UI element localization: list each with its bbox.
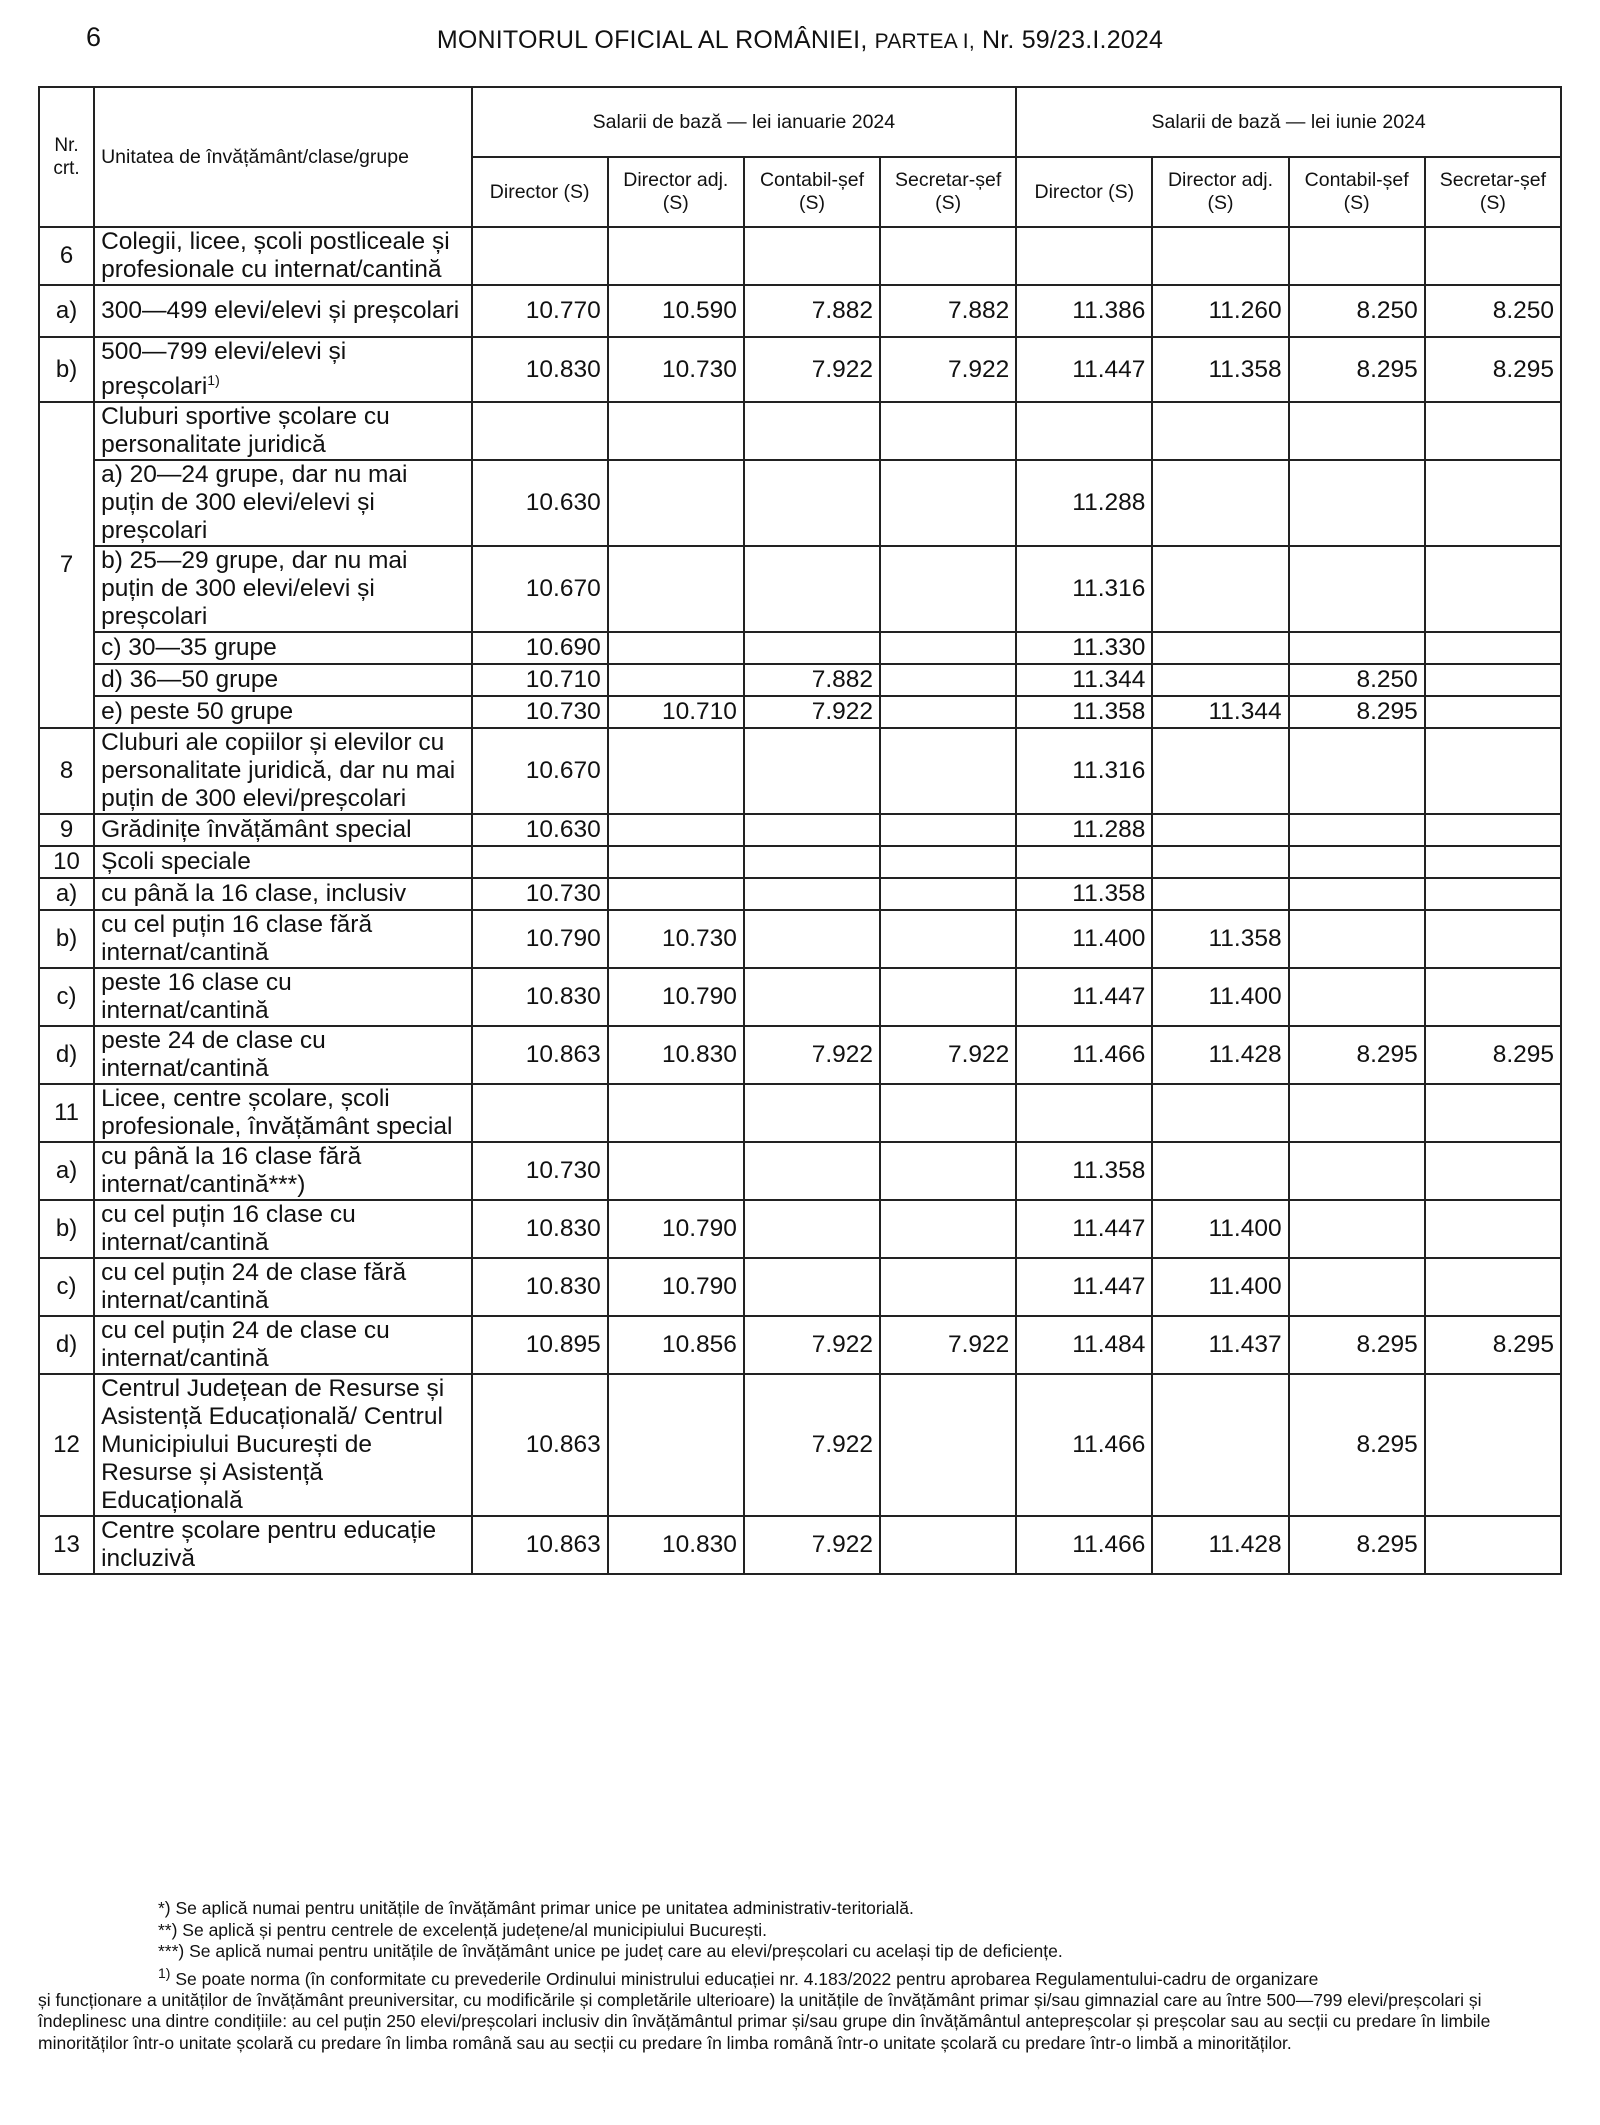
salary-cell: 11.400 xyxy=(1152,968,1288,1026)
unit-label: b) 25—29 grupe, dar nu mai puțin de 300 elevi/elevi și preșcolari xyxy=(101,547,408,631)
salary-cell xyxy=(880,1258,1016,1316)
row-number: c) xyxy=(39,968,94,1026)
table-row xyxy=(39,664,1561,696)
salary-cell xyxy=(1016,227,1152,285)
salary-cell xyxy=(472,227,608,285)
salary-cell xyxy=(1425,814,1561,846)
unit-label: 300—499 elevi/elevi și preșcolari xyxy=(101,297,460,324)
salary-cell xyxy=(880,910,1016,968)
salary-cell: 10.863 xyxy=(472,1516,608,1574)
salary-cell: 8.295 xyxy=(1425,1316,1561,1374)
row-number: 7 xyxy=(39,402,94,728)
salary-cell xyxy=(744,1084,880,1142)
row-number: 13 xyxy=(39,1516,94,1574)
unit-label: peste 24 de clase cu internat/cantină xyxy=(101,1027,326,1083)
salary-cell: 8.295 xyxy=(1289,1374,1425,1516)
salary-cell: 10.830 xyxy=(472,337,608,402)
salary-cell: 8.295 xyxy=(1289,1516,1425,1574)
salary-cell xyxy=(880,1516,1016,1574)
salary-cell: 11.437 xyxy=(1152,1316,1288,1374)
salary-cell xyxy=(608,402,744,460)
salary-cell: 7.922 xyxy=(744,1374,880,1516)
col-header-director-jun: Director (S) xyxy=(1016,157,1152,227)
salary-cell xyxy=(744,227,880,285)
salary-cell: 10.730 xyxy=(608,337,744,402)
salary-cell xyxy=(1425,664,1561,696)
salary-cell xyxy=(744,878,880,910)
salary-cell xyxy=(1289,402,1425,460)
salary-cell: 10.790 xyxy=(608,1200,744,1258)
unit-cell xyxy=(94,728,471,814)
salary-cell: 10.710 xyxy=(472,664,608,696)
table-row xyxy=(39,814,1561,846)
unit-cell xyxy=(94,1142,471,1200)
salary-cell: 10.830 xyxy=(472,1200,608,1258)
footnote-4 xyxy=(38,1963,1562,1990)
unit-label: Licee, centre școlare, școli profesionale, învățământ special xyxy=(101,1085,453,1141)
salary-cell: 11.344 xyxy=(1152,696,1288,728)
footnote-2: **) Se aplică și pentru centrele de excelență județene/al municipiului București. xyxy=(158,1919,767,1940)
salary-cell xyxy=(608,846,744,878)
footnote-ref: 1) xyxy=(207,372,220,388)
salary-cell xyxy=(1289,227,1425,285)
table-row xyxy=(39,1316,1561,1374)
unit-label: cu până la 16 clase, inclusiv xyxy=(101,880,407,908)
salary-cell: 11.400 xyxy=(1152,1258,1288,1316)
salary-cell: 7.882 xyxy=(744,664,880,696)
unit-cell xyxy=(94,227,471,285)
salary-cell: 11.466 xyxy=(1016,1026,1152,1084)
salary-cell xyxy=(1289,1084,1425,1142)
salary-cell xyxy=(1425,878,1561,910)
salary-cell xyxy=(744,814,880,846)
unit-label: Centrul Județean de Resurse și Asistență Educațională/ Centrul Municipiului București de Resurse și Asistență Educațională xyxy=(101,1375,445,1515)
salary-cell: 10.790 xyxy=(608,968,744,1026)
salary-cell xyxy=(1425,546,1561,632)
unit-label: cu cel puțin 24 de clase cu internat/cantină xyxy=(101,1317,390,1373)
salary-cell: 10.830 xyxy=(608,1516,744,1574)
row-number: b) xyxy=(39,337,94,402)
salary-cell xyxy=(1425,1516,1561,1574)
salary-cell: 11.447 xyxy=(1016,968,1152,1026)
unit-cell xyxy=(94,696,471,728)
salary-cell: 11.288 xyxy=(1016,460,1152,546)
row-number: d) xyxy=(39,1026,94,1084)
table-row xyxy=(39,878,1561,910)
salary-cell xyxy=(880,1084,1016,1142)
table-row xyxy=(39,402,1561,460)
salary-cell: 11.358 xyxy=(1152,337,1288,402)
table-row xyxy=(39,696,1561,728)
salary-cell: 8.250 xyxy=(1425,285,1561,337)
row-number: 8 xyxy=(39,728,94,814)
salary-cell: 11.386 xyxy=(1016,285,1152,337)
unit-label: 500—799 elevi/elevi și preșcolari xyxy=(101,338,347,401)
table-row xyxy=(39,632,1561,664)
unit-cell xyxy=(94,910,471,968)
salary-cell: 7.922 xyxy=(744,696,880,728)
salary-cell xyxy=(744,1200,880,1258)
salary-cell: 11.447 xyxy=(1016,1258,1152,1316)
salary-cell xyxy=(1152,1142,1288,1200)
group-header-june: Salarii de bază — lei iunie 2024 xyxy=(1016,87,1561,157)
table-row xyxy=(39,1374,1561,1516)
salary-cell xyxy=(1152,460,1288,546)
salary-cell xyxy=(1425,1142,1561,1200)
salary-cell: 7.922 xyxy=(880,1316,1016,1374)
salary-cell xyxy=(880,1200,1016,1258)
col-header-nr: Nr. crt. xyxy=(39,87,94,227)
unit-cell xyxy=(94,546,471,632)
salary-cell: 10.630 xyxy=(472,460,608,546)
salary-cell xyxy=(744,546,880,632)
salary-cell: 8.295 xyxy=(1425,1026,1561,1084)
salary-cell xyxy=(1152,814,1288,846)
salary-cell xyxy=(1289,968,1425,1026)
salary-cell: 11.447 xyxy=(1016,1200,1152,1258)
salary-cell: 11.358 xyxy=(1152,910,1288,968)
salary-cell: 7.922 xyxy=(744,337,880,402)
unit-cell xyxy=(94,337,471,402)
salary-cell xyxy=(1016,402,1152,460)
unit-cell xyxy=(94,1084,471,1142)
salary-cell xyxy=(1425,1258,1561,1316)
salary-cell: 11.428 xyxy=(1152,1026,1288,1084)
salary-cell: 10.790 xyxy=(608,1258,744,1316)
salary-cell: 8.295 xyxy=(1289,1026,1425,1084)
salary-cell xyxy=(1425,910,1561,968)
table-row xyxy=(39,1084,1561,1142)
salary-cell xyxy=(608,460,744,546)
unit-cell xyxy=(94,878,471,910)
salary-cell xyxy=(1289,1258,1425,1316)
salary-cell xyxy=(1425,460,1561,546)
salary-cell xyxy=(1152,632,1288,664)
salary-cell: 7.882 xyxy=(880,285,1016,337)
unit-label: cu cel puțin 24 de clase fără internat/cantină xyxy=(101,1259,407,1315)
salary-cell: 11.288 xyxy=(1016,814,1152,846)
col-header-director-adj-jan: Director adj. (S) xyxy=(608,157,744,227)
salary-cell xyxy=(744,968,880,1026)
salary-cell: 10.790 xyxy=(472,910,608,968)
table-row xyxy=(39,1026,1561,1084)
salary-cell xyxy=(1289,546,1425,632)
unit-cell xyxy=(94,632,471,664)
unit-label: c) 30—35 grupe xyxy=(101,634,277,662)
unit-label: Centre școlare pentru educație incluzivă xyxy=(101,1517,437,1573)
salary-cell xyxy=(1289,846,1425,878)
salary-cell: 11.400 xyxy=(1016,910,1152,968)
salary-cell xyxy=(1425,846,1561,878)
salary-cell: 7.922 xyxy=(744,1026,880,1084)
unit-cell xyxy=(94,1200,471,1258)
col-header-secretar-sef-jan: Secretar-șef (S) xyxy=(880,157,1016,227)
row-number: a) xyxy=(39,285,94,337)
salary-cell: 10.710 xyxy=(608,696,744,728)
unit-cell xyxy=(94,1258,471,1316)
salary-cell xyxy=(744,1142,880,1200)
col-header-director-jan: Director (S) xyxy=(472,157,608,227)
unit-cell xyxy=(94,664,471,696)
table-row xyxy=(39,337,1561,402)
salary-cell xyxy=(880,878,1016,910)
salary-cell: 8.295 xyxy=(1289,696,1425,728)
salary-cell: 8.295 xyxy=(1425,337,1561,402)
salary-cell xyxy=(744,846,880,878)
salary-cell: 10.670 xyxy=(472,728,608,814)
salary-cell xyxy=(1425,1200,1561,1258)
salary-cell xyxy=(1425,1084,1561,1142)
salary-cell xyxy=(744,728,880,814)
unit-label: Cluburi ale copiilor și elevilor cu personalitate juridică, dar nu mai puțin de 300 elevi/preșcolari xyxy=(101,729,456,813)
salary-cell xyxy=(472,846,608,878)
salary-cell xyxy=(880,814,1016,846)
salary-cell xyxy=(472,402,608,460)
salary-cell xyxy=(1152,402,1288,460)
salary-cell: 11.447 xyxy=(1016,337,1152,402)
salary-cell: 11.358 xyxy=(1016,878,1152,910)
salary-cell: 10.830 xyxy=(472,968,608,1026)
unit-cell xyxy=(94,1026,471,1084)
salary-cell: 10.670 xyxy=(472,546,608,632)
salary-cell: 10.770 xyxy=(472,285,608,337)
salary-cell: 11.358 xyxy=(1016,1142,1152,1200)
footnote-3: ***) Se aplică numai pentru unitățile de învățământ unice pe județ care au elevi/preșcolari cu același tip de deficiențe. xyxy=(158,1941,1063,1961)
unit-cell xyxy=(94,1374,471,1516)
footnote-1: *) Se aplică numai pentru unitățile de învățământ primar unice pe unitatea administrativ-teritorială. xyxy=(158,1898,914,1918)
salary-cell: 11.400 xyxy=(1152,1200,1288,1258)
salary-cell xyxy=(744,632,880,664)
salary-cell xyxy=(1152,664,1288,696)
salary-cell: 11.466 xyxy=(1016,1516,1152,1574)
salary-cell xyxy=(1152,546,1288,632)
table-row xyxy=(39,460,1561,546)
unit-label: d) 36—50 grupe xyxy=(101,666,279,694)
salary-cell: 10.630 xyxy=(472,814,608,846)
salary-cell xyxy=(880,632,1016,664)
salary-cell: 10.730 xyxy=(608,910,744,968)
salary-cell xyxy=(744,402,880,460)
gazette-issue: Nr. 59/23.I.2024 xyxy=(982,26,1164,54)
table-row xyxy=(39,1258,1561,1316)
salary-cell xyxy=(1289,460,1425,546)
salary-cell xyxy=(1152,878,1288,910)
salary-cell xyxy=(1152,1084,1288,1142)
unit-label: cu cel puțin 16 clase fără internat/cantină xyxy=(101,911,373,967)
salary-cell: 10.830 xyxy=(608,1026,744,1084)
salary-cell xyxy=(608,878,744,910)
row-number: 9 xyxy=(39,814,94,846)
salary-cell: 8.250 xyxy=(1289,664,1425,696)
unit-label: Grădinițe învățământ special xyxy=(101,816,412,844)
unit-label: Cluburi sportive școlare cu personalitate juridică xyxy=(101,403,390,459)
salary-cell xyxy=(880,846,1016,878)
row-number: 12 xyxy=(39,1374,94,1516)
salary-cell: 11.484 xyxy=(1016,1316,1152,1374)
salary-cell: 11.428 xyxy=(1152,1516,1288,1574)
salary-cell xyxy=(1425,227,1561,285)
salary-cell xyxy=(880,1142,1016,1200)
salary-cell xyxy=(880,402,1016,460)
salary-cell xyxy=(1289,910,1425,968)
salary-cell: 10.856 xyxy=(608,1316,744,1374)
row-number: a) xyxy=(39,878,94,910)
salary-cell xyxy=(880,460,1016,546)
footnote-4-marker: 1) xyxy=(158,1964,171,1981)
table-row xyxy=(39,1516,1561,1574)
salary-cell xyxy=(880,227,1016,285)
table-row xyxy=(39,546,1561,632)
salary-cell: 7.922 xyxy=(880,1026,1016,1084)
unit-cell xyxy=(94,846,471,878)
salary-cell: 11.358 xyxy=(1016,696,1152,728)
salary-cell: 8.250 xyxy=(1289,285,1425,337)
row-number: d) xyxy=(39,1316,94,1374)
table-row xyxy=(39,227,1561,285)
salary-cell xyxy=(608,1084,744,1142)
salary-cell xyxy=(744,910,880,968)
salary-table xyxy=(38,86,1562,1575)
salary-cell xyxy=(1289,728,1425,814)
unit-cell xyxy=(94,460,471,546)
table-row xyxy=(39,968,1561,1026)
row-number: b) xyxy=(39,1200,94,1258)
salary-cell: 10.863 xyxy=(472,1026,608,1084)
salary-cell xyxy=(744,1258,880,1316)
unit-cell xyxy=(94,402,471,460)
unit-label: Școli speciale xyxy=(101,848,251,876)
salary-cell xyxy=(1016,846,1152,878)
col-header-contabil-sef-jan: Contabil-șef (S) xyxy=(744,157,880,227)
salary-cell xyxy=(880,696,1016,728)
table-body xyxy=(39,227,1561,1574)
unit-label: cu până la 16 clase fără internat/cantină***) xyxy=(101,1143,362,1199)
salary-cell: 11.260 xyxy=(1152,285,1288,337)
unit-label: e) peste 50 grupe xyxy=(101,698,294,726)
salary-cell xyxy=(880,728,1016,814)
col-header-contabil-sef-jun: Contabil-șef (S) xyxy=(1289,157,1425,227)
salary-cell: 7.922 xyxy=(744,1516,880,1574)
salary-cell: 8.295 xyxy=(1289,1316,1425,1374)
footnote-4-first-line: Se poate norma (în conformitate cu prevederile Ordinului ministrului educației nr. 4.183/2022 pentru aprobarea Regulamentului-cadru de organizare xyxy=(175,1968,1319,1989)
salary-cell xyxy=(472,1084,608,1142)
salary-cell xyxy=(1152,846,1288,878)
salary-cell: 10.730 xyxy=(472,1142,608,1200)
unit-label: cu cel puțin 16 clase cu internat/cantină xyxy=(101,1201,356,1257)
salary-cell: 7.922 xyxy=(744,1316,880,1374)
salary-cell xyxy=(744,460,880,546)
salary-cell: 7.922 xyxy=(880,337,1016,402)
unit-cell xyxy=(94,1516,471,1574)
salary-cell xyxy=(1289,1142,1425,1200)
salary-cell xyxy=(608,728,744,814)
table-row xyxy=(39,728,1561,814)
unit-label: peste 16 clase cu internat/cantină xyxy=(101,969,292,1025)
salary-cell: 10.730 xyxy=(472,878,608,910)
unit-label: a) 20—24 grupe, dar nu mai puțin de 300 elevi/elevi și preșcolari xyxy=(101,461,408,545)
salary-cell xyxy=(608,814,744,846)
gazette-part: PARTEA I, xyxy=(874,30,975,53)
table-row xyxy=(39,1200,1561,1258)
salary-cell xyxy=(1289,878,1425,910)
salary-cell xyxy=(1425,696,1561,728)
salary-cell xyxy=(1152,227,1288,285)
salary-cell: 10.730 xyxy=(472,696,608,728)
row-number: b) xyxy=(39,910,94,968)
table-row xyxy=(39,846,1561,878)
salary-cell xyxy=(608,632,744,664)
row-number: 11 xyxy=(39,1084,94,1142)
salary-cell: 11.330 xyxy=(1016,632,1152,664)
table-row xyxy=(39,1142,1561,1200)
salary-cell xyxy=(1425,728,1561,814)
salary-cell xyxy=(1289,814,1425,846)
gazette-header xyxy=(0,26,1600,55)
table-row xyxy=(39,285,1561,337)
salary-cell xyxy=(880,1374,1016,1516)
salary-cell xyxy=(880,546,1016,632)
footnotes xyxy=(38,1898,1562,2054)
unit-cell xyxy=(94,968,471,1026)
salary-cell: 7.882 xyxy=(744,285,880,337)
row-number: a) xyxy=(39,1142,94,1200)
salary-cell xyxy=(1152,728,1288,814)
footnote-4-continuation: și funcționare a unităților de învățământ preuniversitar, cu modificările și completările ulterioare) la unitățile de învățământ primar și/sau gimnazial care au între 500—799 elevi/preșcolari și îndeplinesc una dintre condițiile: au cel puțin 250 elevi/preșcolari inclusiv din învățământul primar și/sau grupe din învățământul antepreșcolar și preșcolar sau au secții cu predare în limbile minorităților într-o unitate școlară cu predare în limba română sau au secții cu predare în limba română într-o unitate școlară cu predare într-o limbă a minorităților. xyxy=(38,1989,1491,2053)
salary-cell xyxy=(880,664,1016,696)
table-row xyxy=(39,910,1561,968)
salary-cell: 11.316 xyxy=(1016,728,1152,814)
salary-cell xyxy=(880,968,1016,1026)
salary-cell xyxy=(1016,1084,1152,1142)
row-number: 10 xyxy=(39,846,94,878)
salary-cell: 11.316 xyxy=(1016,546,1152,632)
salary-cell: 10.863 xyxy=(472,1374,608,1516)
salary-cell xyxy=(1425,402,1561,460)
salary-cell: 10.830 xyxy=(472,1258,608,1316)
salary-cell xyxy=(1289,632,1425,664)
unit-cell xyxy=(94,814,471,846)
col-header-director-adj-jun: Director adj. (S) xyxy=(1152,157,1288,227)
salary-cell xyxy=(608,1142,744,1200)
gazette-title: MONITORUL OFICIAL AL ROMÂNIEI, xyxy=(436,26,868,54)
salary-cell xyxy=(608,664,744,696)
col-header-unit: Unitatea de învățământ/clase/grupe xyxy=(94,87,471,227)
salary-cell: 11.466 xyxy=(1016,1374,1152,1516)
salary-cell: 10.895 xyxy=(472,1316,608,1374)
salary-cell xyxy=(608,227,744,285)
salary-cell: 11.344 xyxy=(1016,664,1152,696)
group-header-january: Salarii de bază — lei ianuarie 2024 xyxy=(472,87,1017,157)
unit-cell xyxy=(94,285,471,337)
salary-cell xyxy=(1425,1374,1561,1516)
salary-cell: 10.590 xyxy=(608,285,744,337)
unit-cell xyxy=(94,1316,471,1374)
page-number: 6 xyxy=(86,22,102,52)
row-number: c) xyxy=(39,1258,94,1316)
salary-cell xyxy=(608,546,744,632)
salary-cell xyxy=(1152,1374,1288,1516)
salary-cell xyxy=(1425,632,1561,664)
row-number: 6 xyxy=(39,227,94,285)
salary-cell: 8.295 xyxy=(1289,337,1425,402)
unit-label: Colegii, licee, școli postliceale și profesionale cu internat/cantină xyxy=(101,228,450,283)
col-header-secretar-sef-jun: Secretar-șef (S) xyxy=(1425,157,1561,227)
salary-cell xyxy=(1425,968,1561,1026)
salary-cell: 10.690 xyxy=(472,632,608,664)
salary-cell xyxy=(608,1374,744,1516)
salary-cell xyxy=(1289,1200,1425,1258)
